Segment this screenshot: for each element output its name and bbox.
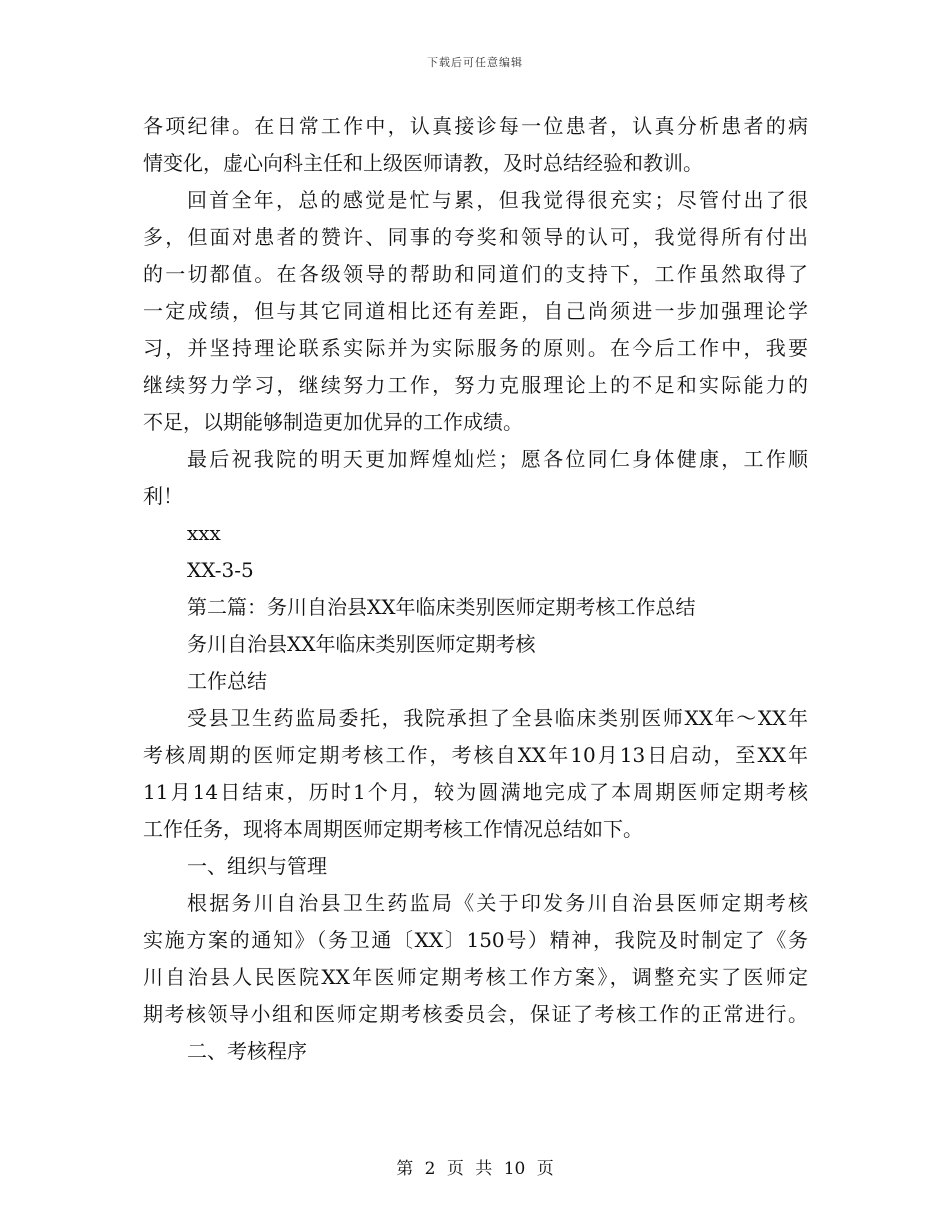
text-line: 最后祝我院的明天更加辉煌灿烂；愿各位同仁身体健康，工作顺	[187, 447, 808, 471]
page-header: 下载后可任意编辑	[427, 56, 523, 69]
text-line: 回首全年，总的感觉是忙与累，但我觉得很充实；尽管付出了很	[187, 188, 808, 212]
text-line: 习，并坚持理论联系实际并为实际服务的原则。在今后工作中，我要	[143, 336, 808, 360]
text-line: 各项纪律。在日常工作中，认真接诊每一位患者，认真分析患者的病	[143, 114, 808, 138]
text-line: 工作任务，现将本周期医师定期考核工作情况总结如下。	[143, 817, 643, 841]
signature-name: xxx	[187, 521, 221, 545]
section-subtitle: 工作总结	[187, 669, 267, 693]
text-line: 考核周期的医师定期考核工作，考核自XX年10月13日启动，至XX年	[143, 743, 808, 767]
text-line: 多，但面对患者的赞许、同事的夸奖和领导的认可，我觉得所有付出	[143, 225, 808, 249]
section-heading: 二、考核程序	[187, 1039, 307, 1063]
section-title: 第二篇：务川自治县XX年临床类别医师定期考核工作总结	[187, 595, 696, 619]
text-line: 川自治县人民医院XX年医师定期考核工作方案》，调整充实了医师定	[143, 965, 808, 989]
section-subtitle: 务川自治县XX年临床类别医师定期考核	[187, 632, 536, 656]
text-line: 一定成绩，但与其它同道相比还有差距，自己尚须进一步加强理论学	[143, 299, 808, 323]
text-line: 不足，以期能够制造更加优异的工作成绩。	[143, 410, 523, 434]
text-line: 情变化，虚心向科主任和上级医师请教，及时总结经验和教训。	[143, 151, 703, 175]
document-body	[143, 108, 808, 1070]
text-line: 根据务川自治县卫生药监局《关于印发务川自治县医师定期考核	[187, 891, 808, 915]
signature-date: XX-3-5	[187, 558, 254, 582]
text-line: 实施方案的通知》（务卫通〔XX〕150号）精神，我院及时制定了《务	[143, 928, 808, 952]
text-line: 的一切都值。在各级领导的帮助和同道们的支持下，工作虽然取得了	[143, 262, 808, 286]
text-line: 受县卫生药监局委托，我院承担了全县临床类别医师XX年～XX年	[187, 706, 808, 730]
page-number: 第 2 页 共 10 页	[396, 1159, 554, 1179]
text-line: 11月14日结束，历时1个月，较为圆满地完成了本周期医师定期考核	[143, 780, 808, 804]
text-line: 继续努力学习，继续努力工作，努力克服理论上的不足和实际能力的	[143, 373, 808, 397]
text-line: 期考核领导小组和医师定期考核委员会，保证了考核工作的正常进行。	[143, 1002, 808, 1026]
text-line: 利！	[143, 484, 183, 508]
section-heading: 一、组织与管理	[187, 854, 327, 878]
